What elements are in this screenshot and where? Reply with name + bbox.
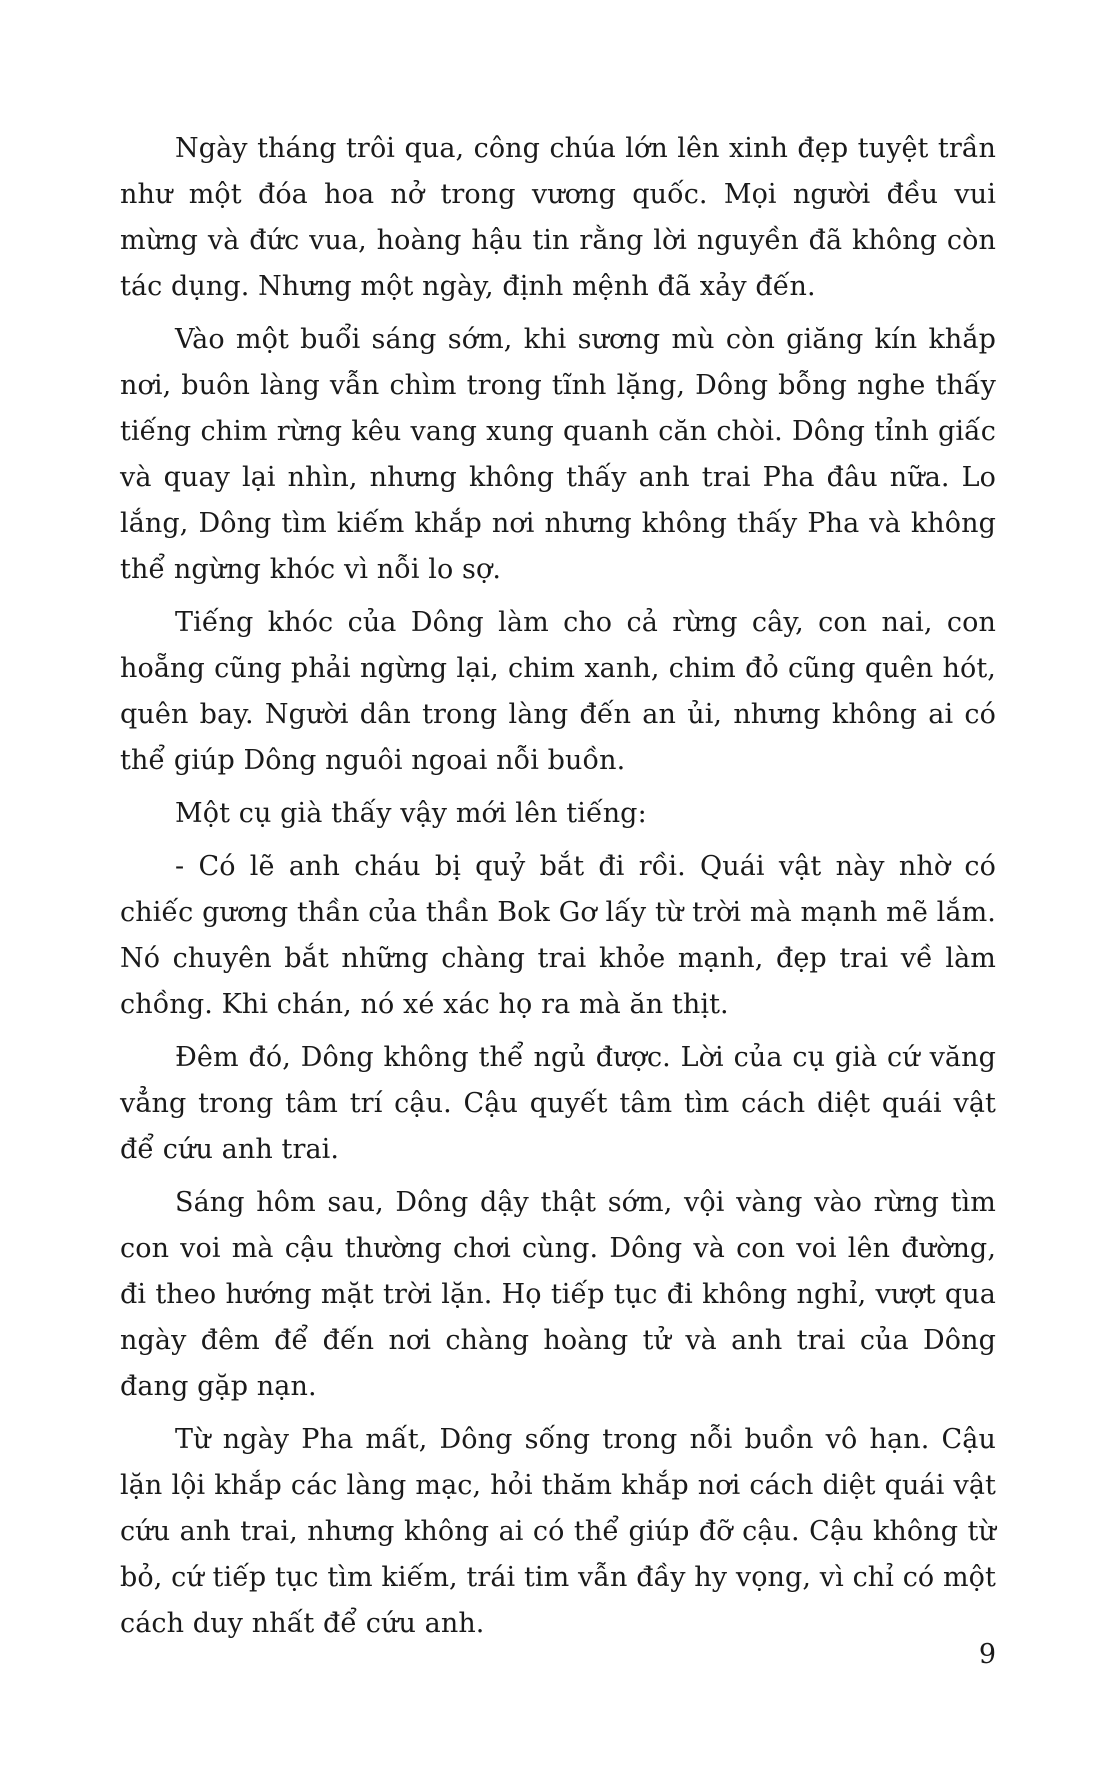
paragraph-2: Vào một buổi sáng sớm, khi sương mù còn giăng kín khắp nơi, buôn làng vẫn chìm trong tĩnh lặng, Dông bỗng nghe thấy tiếng chim rừng kêu vang xung quanh căn chòi. Dông tỉnh giấc và quay lại nhìn, nhưng không thấy anh trai Pha đâu nữa. Lo lắng, Dông tìm kiếm khắp nơi nhưng không thấy Pha và không thể ngừng khóc vì nỗi lo sợ.	[120, 324, 996, 585]
paragraph-6: Đêm đó, Dông không thể ngủ được. Lời của cụ già cứ văng vẳng trong tâm trí cậu. Cậu quyết tâm tìm cách diệt quái vật để cứu anh trai.	[120, 1042, 996, 1165]
page-number: 9	[978, 1639, 996, 1670]
paragraph-1: Ngày tháng trôi qua, công chúa lớn lên xinh đẹp tuyệt trần như một đóa hoa nở trong vương quốc. Mọi người đều vui mừng và đức vua, hoàng hậu tin rằng lời nguyền đã không còn tác dụng. Nhưng một ngày, định mệnh đã xảy đến.	[120, 133, 996, 302]
body-text	[120, 126, 996, 1654]
paragraph-4: Một cụ già thấy vậy mới lên tiếng:	[175, 798, 647, 829]
paragraph-3: Tiếng khóc của Dông làm cho cả rừng cây, con nai, con hoẵng cũng phải ngừng lại, chim xanh, chim đỏ cũng quên hót, quên bay. Người dân trong làng đến an ủi, nhưng không ai có thể giúp Dông nguôi ngoai nỗi buồn.	[120, 607, 996, 776]
paragraph-5: - Có lẽ anh cháu bị quỷ bắt đi rồi. Quái vật này nhờ có chiếc gương thần của thần Bok Gơ lấy từ trời mà mạnh mẽ lắm. Nó chuyên bắt những chàng trai khỏe mạnh, đẹp trai về làm chồng. Khi chán, nó xé xác họ ra mà ăn thịt.	[120, 851, 996, 1020]
paragraph-8: Từ ngày Pha mất, Dông sống trong nỗi buồn vô hạn. Cậu lặn lội khắp các làng mạc, hỏi thăm khắp nơi cách diệt quái vật cứu anh trai, nhưng không ai có thể giúp đỡ cậu. Cậu không từ bỏ, cứ tiếp tục tìm kiếm, trái tim vẫn đầy hy vọng, vì chỉ có một cách duy nhất để cứu anh.	[120, 1424, 996, 1639]
paragraph-7: Sáng hôm sau, Dông dậy thật sớm, vội vàng vào rừng tìm con voi mà cậu thường chơi cùng. Dông và con voi lên đường, đi theo hướng mặt trời lặn. Họ tiếp tục đi không nghỉ, vượt qua ngày đêm để đến nơi chàng hoàng tử và anh trai của Dông đang gặp nạn.	[120, 1187, 996, 1402]
